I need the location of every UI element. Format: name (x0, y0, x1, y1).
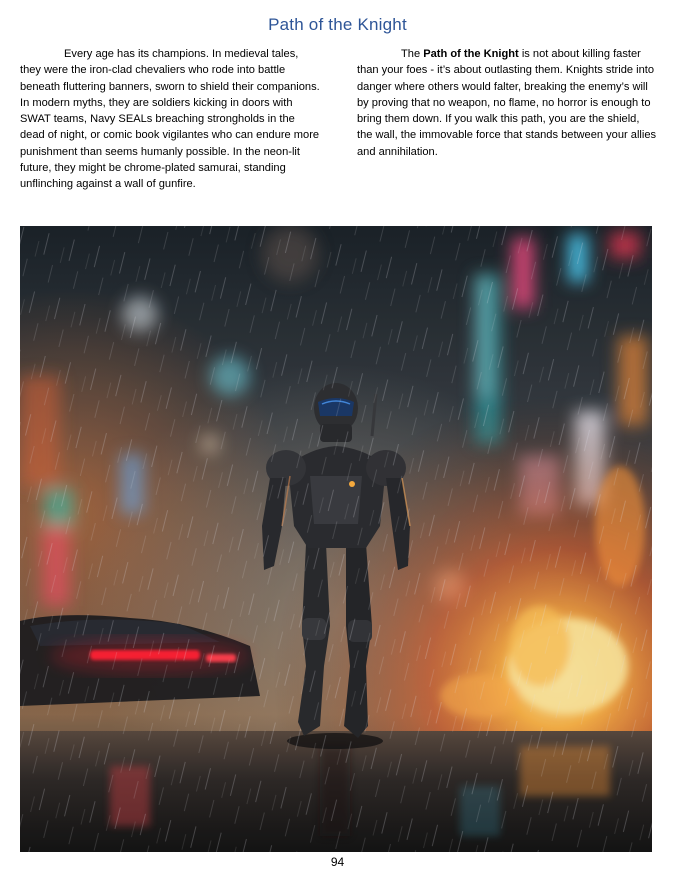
knight-illustration (20, 226, 652, 852)
path-name-emphasis: Path of the Knight (423, 48, 519, 60)
intro-paragraph: Every age has its champions. In medieval tales, they were the iron-clad chevaliers who rode into battle beneath fluttering banners, sworn to shield their companions. In modern myths, they are soldiers kicking in doors with SWAT teams, Navy SEALs breaching strongholds in the dead of night, or comic book vigilantes who can endure more punishment than seems humanly possible. In the neon-lit future, they might be chrome-plated samurai, standing unflinching against a wall of gunfire. (20, 48, 320, 191)
paragraph-body: is not about killing faster than your foes - it’s about outlasting them. Knights stride into danger where others would falter, breaking the enemy’s will by proving that no weapon, no flame, no horror is enough to bring them down. If you walk this path, you are the shield, the wall, the immovable force that stands between your allies and annihilation. (357, 48, 657, 158)
paragraph-lead: The (401, 48, 424, 60)
knight-description-paragraph (357, 46, 657, 160)
page-number: 94 (330, 855, 345, 869)
rainy-neon-city-scene (20, 226, 652, 852)
page-title: Path of the Knight (268, 15, 407, 34)
intro-left-column (20, 46, 320, 193)
intro-right-column (357, 46, 657, 160)
